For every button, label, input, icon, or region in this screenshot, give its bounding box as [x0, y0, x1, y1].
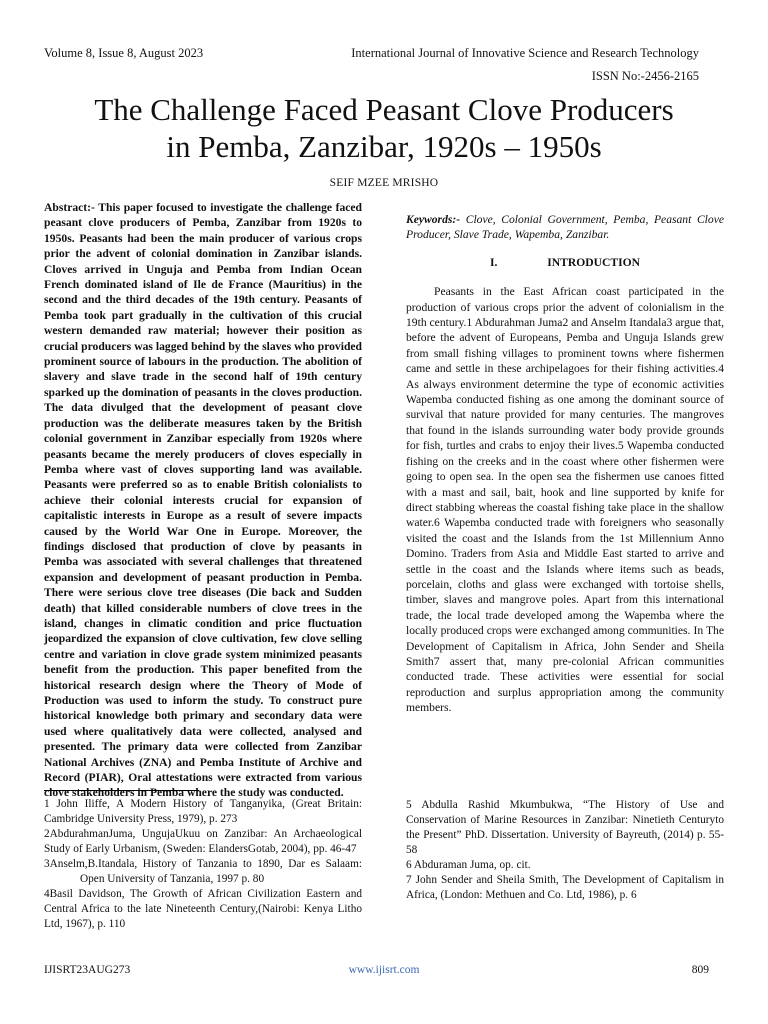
- footnotes-left: [44, 797, 362, 932]
- author: SEIF MZEE MRISHO: [329, 177, 439, 189]
- footnote-5: 5 Abdulla Rashid Mkumbukwa, “The History of Use and Conservation of Marine Resources in Zanzibar: Ninetieth Centuryto the Present” PhD. Dissertation. University of Bayreuth, (2014) p. 55-58: [406, 799, 724, 856]
- introduction-paragraph: Peasants in the East African coast participated in the production of various crops prior the advent of colonialism in the 19th century.1 Abdurahman Juma2 and Anselm Itandala3 argue that, before the advent of Europeans, Pemba and Unguja Islands grew from small fishing villages to prominent towns where fishermen came and settle in these archipelagoes for their fishing activities.4 As always environment determine the type of economic activities Wapemba conducted fishing as one among the dominant source of survival that nature provided for many centuries. The mangroves that found in the islands surrounding water body provide grounds for fish, turtles and crabs to enjoy their lives.5 Wapemba conducted fishing on the creeks and in the coast where other fishermen were going to open sea. In the open sea the fishermen use canoes fitted with a mast and sail, bait, hook and line supported by knife for direct stabbing whereas the coastal fishing take place in the shallow water.6 Wapemba conducted trade with foreigners who seasonally visited the coast and the Islands from the 1st Millennium Anno Domino. Traders from Asia and Middle East started to arrive and settle in the coast and the Islands where items such as beads, porcelain, cloths and glass were exchanged with tortoise shells, timber, slaves and mangrove poles. Apart from this international trade, the local trade developed among the Wapemba where the locally produced crops were exchanged among communities. In The Development of Capitalism in Africa, John Sender and Sheila Smith7 assert that, many pre-colonial African communities conducted trade. These activities were essential for social reproduction and surplus appropriation among the community members.: [406, 285, 724, 715]
- left-column: [44, 200, 362, 801]
- section-title: INTRODUCTION: [547, 255, 640, 269]
- footnote-7: 7 John Sender and Sheila Smith, The Development of Capitalism in Africa, (London: Methuen and Co. Ltd, 1986), p. 6: [406, 874, 724, 901]
- header-volume: Volume 8, Issue 8, August 2023: [44, 46, 204, 60]
- footnote-6: 6 Abduraman Juma, op. cit.: [406, 859, 531, 871]
- keywords-text: Clove, Colonial Government, Pemba, Peasant Clove Producer, Slave Trade, Wapemba, Zanzibar.: [406, 213, 724, 242]
- footnote-2: 2AbdurahmanJuma, UngujaUkuu on Zanzibar: An Archaeological Study of Early Urbanism, (Sweden: ElandersGotab, 2004), pp. 46-47: [44, 828, 362, 855]
- section-heading: [406, 255, 724, 270]
- footnote-3: 3Anselm,B.Itandala, History of Tanzania to 1890, Dar es Salaam: Open University of Tanzania, 1997 p. 80: [44, 858, 362, 885]
- footnote-rule: [44, 790, 199, 791]
- keywords: [406, 212, 724, 243]
- paper-title: [40, 91, 728, 165]
- abstract: Abstract:- This paper focused to investigate the challenge faced peasant clove producers of Pemba, Zanzibar from 1920s to 1950s. Peasants had been the main producer of various crops prior the advent of colonial domination in Zanzibar islands. Cloves arrived in Unguja and Pemba from Indian Ocean French dominated island of Ile de France (Mauritius) in the second and the third decades of the 19th century. Peasants of Pemba took part gradually in the cultivation of this crucial western demanded raw material; however their position as crucial producers was lagged behind by the slaves who provided prominent source of labours in the production. The abolition of slavery and slave trade in the second half of 19th century sparked up the domination of peasants in the cloves production. The data divulged that the development of peasant clove production was the deliberate measures taken by the British colonial government in Zanzibar especially from 1920s where peasants became the merely producers of cloves especially in Pemba where vast of cloves supporting land was available. Peasants were preferred so as to enable British colonialists to achieve their colonial interests crucial for expansion of capitalistic interests in Europe as a result of severe impacts caused by the World War One in Europe. Moreover, the findings disclosed that production of clove by peasants in Pemba was associated with several challenges that threatened expansion and development of peasant production in Pemba. There were serious clove tree diseases (Die back and Sudden death) that killed considerable numbers of clove trees in the island, changes in climatic condition and price fluctuation jeopardized the expansion of clove cultivation, few clove selling centre and variation in clove grade system minimized peasants benefit from the production. This paper benefited from the historical research design where the Theory of Mode of Production was used to inform the study. To construct pure historical knowledge both primary and secondary data were used where qualitatively data were collected, analysed and presented. The primary data were collected from Zanzibar National Archives (ZNA) and Pemba Institute of Archive and Record (PIAR), Oral attestations were extracted from various clove stakeholders in Pemba where the study was conducted.: [44, 201, 362, 800]
- title-line-1: The Challenge Faced Peasant Clove Producers: [94, 92, 674, 127]
- right-column: [406, 200, 724, 716]
- header-journal: International Journal of Innovative Science and Research Technology: [351, 46, 699, 60]
- keywords-label: Keywords:-: [406, 213, 461, 226]
- footnote-4: 4Basil Davidson, The Growth of African Civilization Eastern and Central Africa to the late Nineteenth Century,(Nairobi: Kenya Litho Ltd, 1967), p. 110: [44, 888, 362, 930]
- section-number: I.: [490, 255, 498, 269]
- footnotes-right: [406, 798, 724, 903]
- page-number: 809: [691, 964, 709, 976]
- title-line-2: in Pemba, Zanzibar, 1920s – 1950s: [166, 129, 602, 164]
- footnote-1: 1 John Iliffe, A Modern History of Tanganyika, (Great Britain: Cambridge University Press, 1979), p. 273: [44, 798, 362, 825]
- footer-code: IJISRT23AUG273: [44, 964, 131, 976]
- footer-website-link[interactable]: www.ijisrt.com: [348, 964, 420, 976]
- header-issn: ISSN No:-2456-2165: [591, 69, 699, 83]
